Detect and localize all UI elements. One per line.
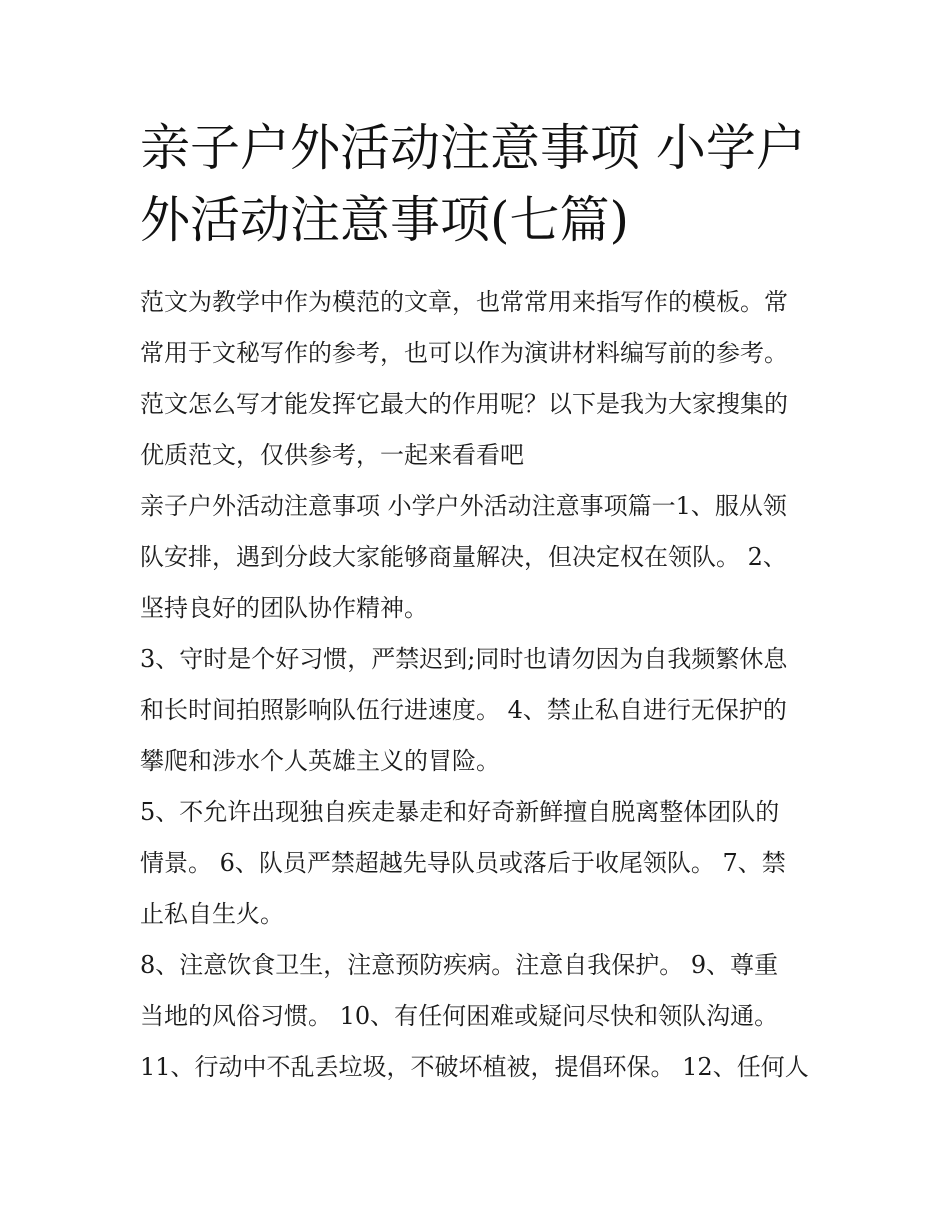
text-line: 止私自生火。 [140, 900, 284, 928]
document-body [140, 280, 820, 1096]
text-line: 范文为教学中作为模范的文章，也常常用来指写作的模板。常 [140, 288, 788, 316]
text-line: 亲子户外活动注意事项 小学户外活动注意事项篇一1、服从领 [140, 492, 787, 520]
text-line: 攀爬和涉水个人英雄主义的冒险。 [140, 747, 500, 775]
text-line: 优质范文，仅供参考，一起来看看吧 [140, 441, 524, 469]
text-line: 情景。 6、队员严禁超越先导队员或落后于收尾领队。 7、禁 [140, 849, 786, 877]
text-line: 当地的风俗习惯。 10、有任何困难或疑问尽快和领队沟通。 [140, 1002, 779, 1030]
title-line: 亲子户外活动注意事项 小学户 [140, 119, 806, 177]
paragraph-rules-8-12 [140, 943, 820, 1096]
title-line: 外活动注意事项(七篇) [140, 191, 630, 249]
text-line: 5、不允许出现独自疾走暴走和好奇新鲜擅自脱离整体团队的 [140, 798, 780, 826]
text-line: 11、行动中不乱丢垃圾，不破坏植被，提倡环保。 12、任何人 [140, 1053, 809, 1081]
paragraph-section-1 [140, 484, 820, 637]
paragraph-intro [140, 280, 820, 484]
paragraph-rules-3-4 [140, 637, 820, 790]
paragraph-rules-5-7 [140, 790, 820, 943]
text-line: 队安排，遇到分歧大家能够商量解决，但决定权在领队。 2、 [140, 543, 787, 571]
text-line: 范文怎么写才能发挥它最大的作用呢？以下是我为大家搜集的 [140, 390, 788, 418]
text-line: 和长时间拍照影响队伍行进速度。 4、禁止私自进行无保护的 [140, 696, 787, 724]
text-line: 坚持良好的团队协作精神。 [140, 594, 428, 622]
document-title [140, 112, 820, 256]
text-line: 常用于文秘写作的参考，也可以作为演讲材料编写前的参考。 [140, 339, 788, 367]
text-line: 8、注意饮食卫生，注意预防疾病。注意自我保护。 9、尊重 [140, 951, 779, 979]
text-line: 3、守时是个好习惯，严禁迟到;同时也请勿因为自我频繁休息 [140, 645, 788, 673]
